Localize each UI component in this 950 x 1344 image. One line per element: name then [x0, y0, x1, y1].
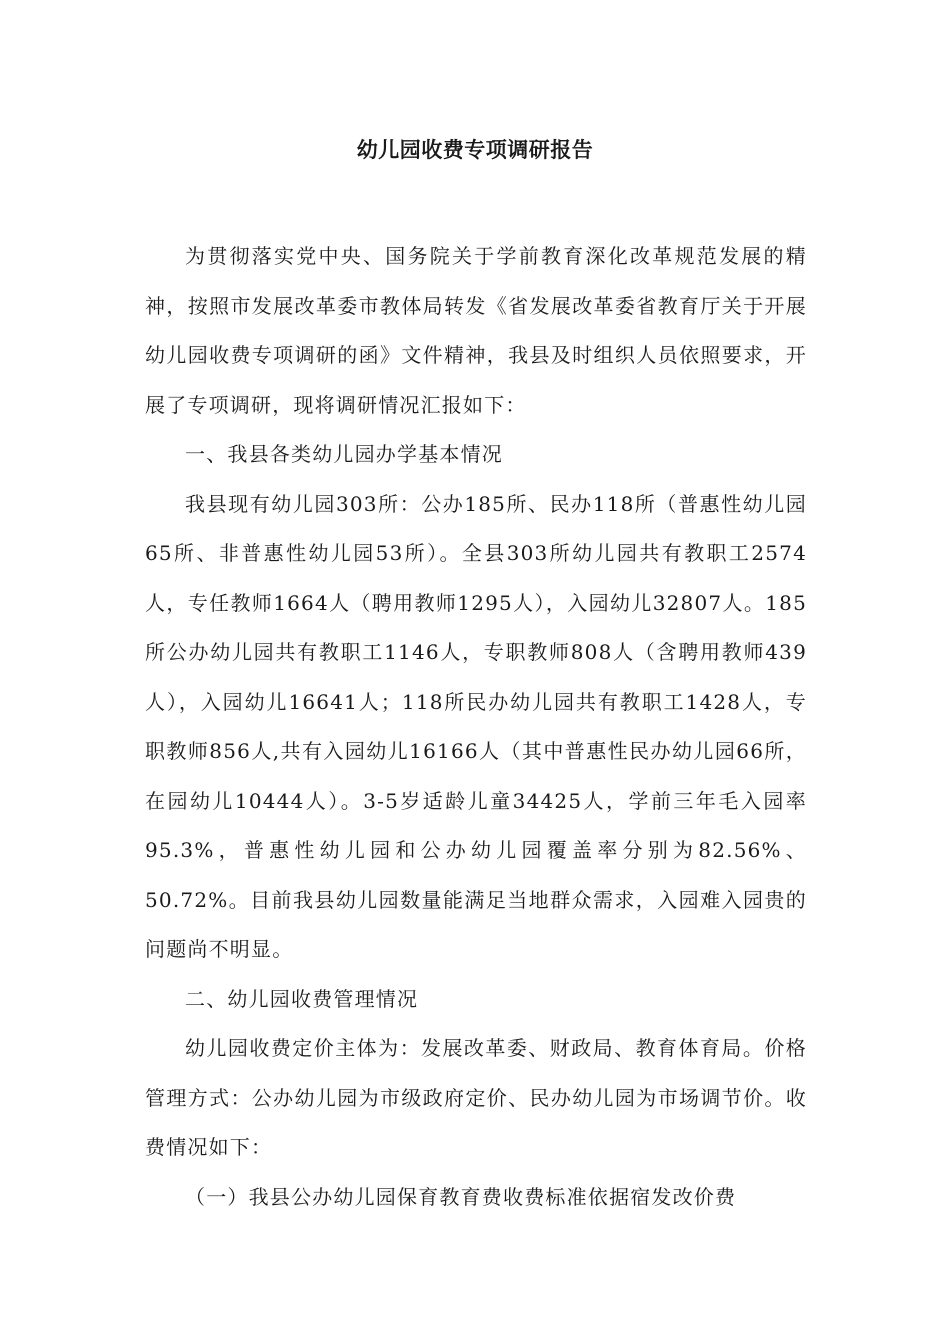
section-heading-1: 一、我县各类幼儿园办学基本情况	[185, 442, 503, 466]
section-1-paragraph: 我县现有幼儿园303所：公办185所、民办118所（普惠性幼儿园65所、非普惠性幼儿园53所）。全县303所幼儿园共有教职工2574人，专任教师1664人（聘用教师1295人），入园幼儿32807人。185所公办幼儿园共有教职工1146人，专职教师808人（含聘用教师439人），入园幼儿16641人；118所民办幼儿园共有教职工1428人，专职教师856人,共有入园幼儿16166人（其中普惠性民办幼儿园66所，在园幼儿10444人）。3-5岁适龄儿童34425人，学前三年毛入园率95.3%，普惠性幼儿园和公办幼儿园覆盖率分别为82.56%、50.72%。目前我县幼儿园数量能满足当地群众需求，入园难入园贵的问题尚不明显。	[145, 491, 807, 961]
section-heading-2: 二、幼儿园收费管理情况	[185, 986, 419, 1011]
intro-paragraph: 为贯彻落实党中央、国务院关于学前教育深化改革规范发展的精神，按照市发展改革委市教体局转发《省发展改革委省教育厅关于开展幼儿园收费专项调研的函》文件精神，我县及时组织人员依照要求，开展了专项调研，现将调研情况汇报如下：	[145, 244, 807, 417]
section-2-paragraph: 幼儿园收费定价主体为：发展改革委、财政局、教育体育局。价格管理方式：公办幼儿园为市级政府定价、民办幼儿园为市场调节价。收费情况如下：	[145, 1036, 807, 1159]
subsection-1-paragraph: （一）我县公办幼儿园保育教育费收费标准依据宿发改价费	[185, 1184, 737, 1209]
document-title: 幼儿园收费专项调研报告	[356, 138, 594, 162]
document-body	[145, 232, 807, 1222]
